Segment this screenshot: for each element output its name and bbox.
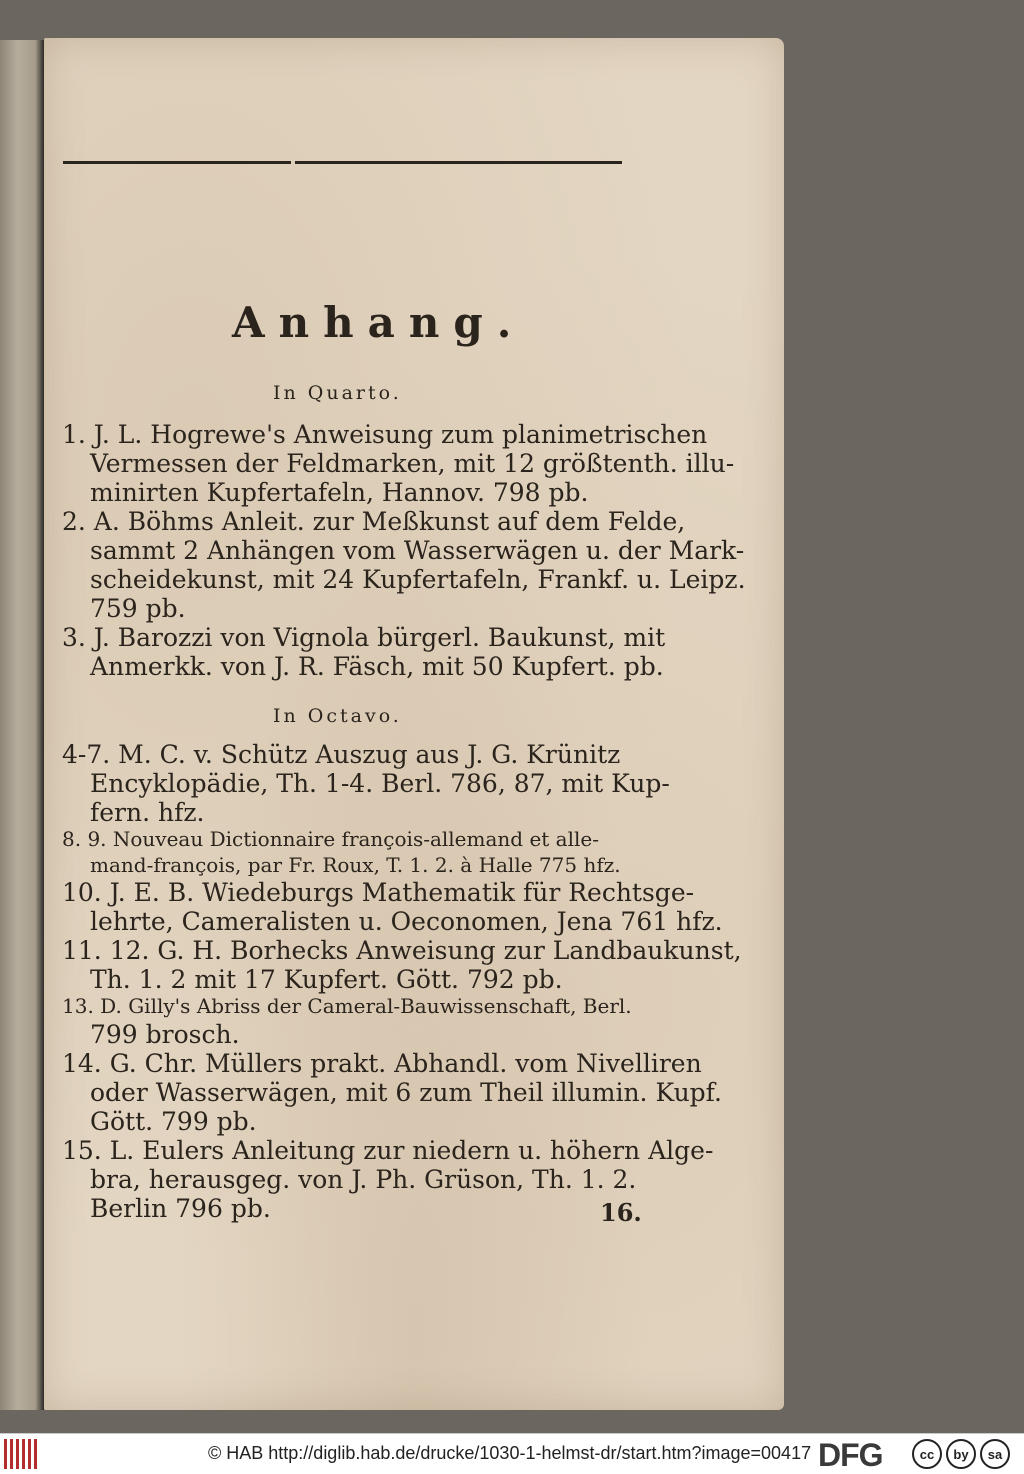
top-rule-left — [63, 161, 291, 164]
text-line: Th. 1. 2 mit 17 Kupfert. Gött. 792 pb. — [90, 965, 563, 994]
text-line: Gött. 799 pb. — [90, 1107, 257, 1136]
text-line: oder Wasserwägen, mit 6 zum Theil illumin. Kupf. — [90, 1078, 722, 1107]
text-line: bra, herausgeg. von J. Ph. Grüson, Th. 1. 2. — [90, 1165, 637, 1194]
section-heading-quarto: In Quarto. — [273, 382, 402, 404]
text-line: 11. 12. G. H. Borhecks Anweisung zur Landbaukunst, — [62, 936, 742, 965]
text-line: 8. 9. Nouveau Dictionnaire françois-allemand et alle- — [62, 827, 599, 851]
text-line: Encyklopädie, Th. 1-4. Berl. 786, 87, mit Kup- — [90, 769, 670, 798]
text-line: 13. D. Gilly's Abriss der Cameral-Bauwissenschaft, Berl. — [62, 994, 632, 1018]
text-line: Vermessen der Feldmarken, mit 12 größtenth. illu- — [90, 449, 735, 478]
text-line: 4-7. M. C. v. Schütz Auszug aus J. G. Krünitz — [62, 740, 621, 769]
text-line: minirten Kupfertafeln, Hannov. 798 pb. — [90, 478, 589, 507]
page-title: Anhang. — [232, 298, 526, 347]
cc-license-badges[interactable] — [912, 1438, 1020, 1470]
text-line: 2. A. Böhms Anleit. zur Meßkunst auf dem Felde, — [62, 507, 686, 536]
text-line: 10. J. E. B. Wiedeburgs Mathematik für Rechtsge- — [62, 878, 695, 907]
text-line: lehrte, Cameralisten u. Oeconomen, Jena 761 hfz. — [90, 907, 723, 936]
text-line: 759 pb. — [90, 594, 186, 623]
hab-logo-icon — [4, 1439, 40, 1469]
cc-icon: cc — [912, 1439, 942, 1469]
text-line: sammt 2 Anhängen vom Wasserwägen u. der Mark- — [90, 536, 745, 565]
text-line: 799 brosch. — [90, 1020, 240, 1049]
text-line: 1. J. L. Hogrewe's Anweisung zum planimetrischen — [62, 420, 708, 449]
page-number: 16. — [600, 1198, 642, 1227]
previous-page-edge — [0, 40, 44, 1410]
text-line: mand-françois, par Fr. Roux, T. 1. 2. à Halle 775 hfz. — [90, 853, 621, 877]
by-icon: by — [946, 1439, 976, 1469]
text-line: 14. G. Chr. Müllers prakt. Abhandl. vom Nivelliren — [62, 1049, 702, 1078]
text-line: 3. J. Barozzi von Vignola bürgerl. Baukunst, mit — [62, 623, 666, 652]
dfg-logo: DFG — [818, 1437, 883, 1473]
text-line: fern. hfz. — [90, 798, 205, 827]
footer-bar — [0, 1433, 1024, 1474]
text-line: Berlin 796 pb. — [90, 1194, 271, 1223]
sa-icon: sa — [980, 1439, 1010, 1469]
text-line: scheidekunst, mit 24 Kupfertafeln, Frankf. u. Leipz. — [90, 565, 746, 594]
copyright-link[interactable]: © HAB http://diglib.hab.de/drucke/1030-1-helmst-dr/start.htm?image=00417 — [208, 1443, 812, 1463]
text-line: Anmerkk. von J. R. Fäsch, mit 50 Kupfert. pb. — [90, 652, 664, 681]
text-line: 15. L. Eulers Anleitung zur niedern u. höhern Alge- — [62, 1136, 714, 1165]
section-heading-octavo: In Octavo. — [273, 705, 402, 727]
top-rule-right — [295, 161, 622, 164]
